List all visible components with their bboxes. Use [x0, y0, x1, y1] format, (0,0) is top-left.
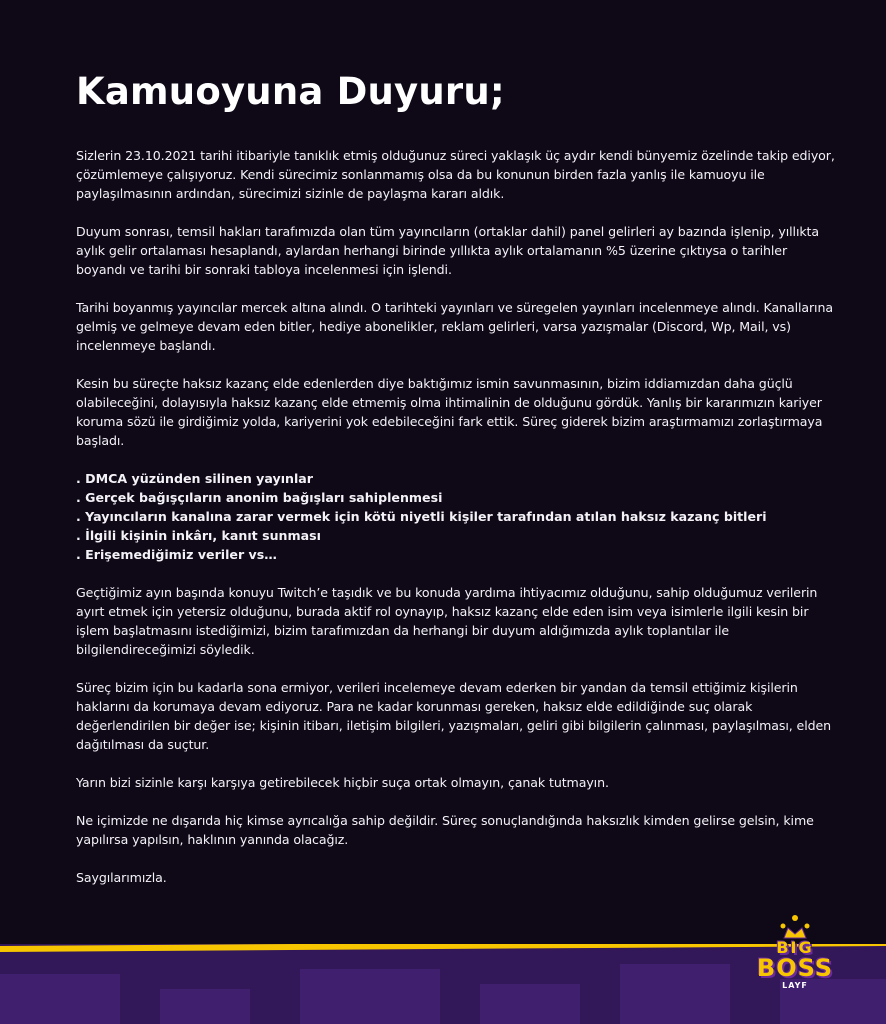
list-item: . Erişemediğimiz veriler vs… [76, 547, 277, 562]
crown-icon [780, 914, 810, 940]
paragraph: Tarihi boyanmış yayıncılar mercek altına alındı. O tarihteki yayınları ve süregelen yayınları incelenmeye alındı. Kanallarına gelmiş ve gelmeye devam eden bitler, hediye abonelikler, reklam gelirleri, varsa yazışmalar (Discord, Wp, Mail, vs) incelenmeye başlandı. [76, 300, 833, 353]
logo-layf-text: LAYF [782, 981, 808, 990]
paragraph: Ne içimizde ne dışarıda hiç kimse ayrıcalığa sahip değildir. Süreç sonuçlandığında haksızlık kimden gelirse gelsin, kime yapılırsa yapılsın, haklının yanında olacağız. [76, 813, 814, 847]
paragraph: Sizlerin 23.10.2021 tarihi itibariyle tanıklık etmiş olduğunuz süreci yaklaşık üç aydır kendi bünyemiz özelinde takip ediyor, çözümlemeye çalışıyoruz. Kendi sürecimiz sonlanmamış olsa da bu konunun birden fazla yanlış ile kamuoyu ile paylaşılmasının ardından, sürecimizi sizinle de paylaşma kararı aldık. [76, 148, 835, 201]
bigboss-logo [745, 910, 845, 1000]
paragraph: Duyum sonrası, temsil hakları tarafımızda olan tüm yayıncıların (ortaklar dahil) panel gelirleri ay bazında işlenip, yıllıkta aylık gelir ortalaması hesaplandı, aylardan herhangi birinde yıllıkta aylık ortalamanın %5 üzerine çıktıysa o tarihler boyandı ve tarihi bir sonraki tabloya incelenmesi için işlendi. [76, 224, 819, 277]
paragraph: Kesin bu süreçte haksız kazanç elde edenlerden diye baktığımız ismin savunmasının, bizim iddiamızdan daha güçlü olabileceğini, dolayısıyla haksız kazanç elde etmemiş olma ihtimalinin de olduğunu gördük. Yanlış bir kararımızın kariyer koruma sözü ile girdiğimiz yolda, kariyerini yok edebileceğini fark ettik. Süreç giderek bizim araştırmamızı zorlaştırmaya başladı. [76, 376, 823, 448]
list-item: . İlgili kişinin inkârı, kanıt sunması [76, 528, 321, 543]
paragraph: Geçtiğimiz ayın başında konuyu Twitch’e taşıdık ve bu konuda yardıma ihtiyacımız olduğunu, sahip olduğumuz verilerin ayırt etmek için yetersiz olduğunu, burada aktif rol oynayıp, haksız kazanç elde eden isim veya isimlerle ilgili kesin bir işlem başlatmasını istediğimizi, bizim tarafımızdan da herhangi bir duyum aldığımızda aylık toplantılar ile bilgilendireceğimizi söyledik. [76, 585, 818, 657]
paragraph: Süreç bizim için bu kadarla sona ermiyor, verileri incelemeye devam ederken bir yandan da temsil ettiğimiz kişilerin haklarını da korumaya devam ediyoruz. Para ne kadar korunması gereken, haksız elde edildiğinde suç olarak değerlendirilen bir değer ise; kişinin itibarı, iletişim bilgileri, yazışmaları, geliri gibi bilgilerin çalınması, paylaşılması, elden dağıtılması da suçtur. [76, 680, 832, 752]
list-item: . Gerçek bağışçıların anonim bağışları sahiplenmesi [76, 490, 443, 505]
list-item: . DMCA yüzünden silinen yayınlar [76, 471, 314, 486]
announcement [76, 70, 836, 906]
list-item: . Yayıncıların kanalına zarar vermek için kötü niyetli kişiler tarafından atılan haksız kazanç bitleri [76, 509, 767, 524]
reasons-list [76, 469, 836, 564]
signoff: Saygılarımızla. [76, 870, 167, 885]
paragraph: Yarın bizi sizinle karşı karşıya getirebilecek hiçbir suça ortak olmayın, çanak tutmayın. [76, 775, 609, 790]
page-title: Kamuoyuna Duyuru; [76, 70, 505, 113]
logo-boss-text: BOSS [756, 954, 834, 982]
logo-big-text: BIG [776, 938, 814, 957]
